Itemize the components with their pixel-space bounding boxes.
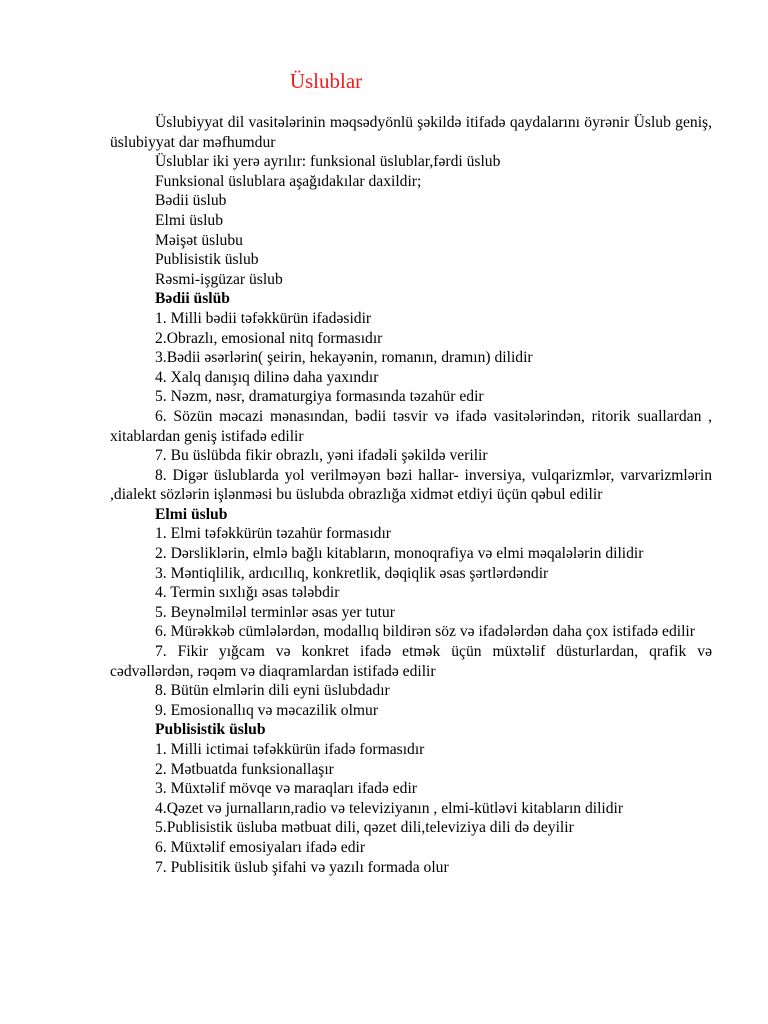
section-heading-badii: Bədii üslüb <box>155 290 230 308</box>
intro-paragraph-3: Funksional üslublara aşağıdakılar daxildir; <box>155 172 422 190</box>
section-item: 5. Nəzm, nəsr, dramaturgiya formasında təzahür edir <box>155 388 484 406</box>
section-item: 7. Bu üslübda fikir obrazlı, yəni ifadəli şəkildə verilir <box>155 447 488 465</box>
style-list-item-3: Məişət üslubu <box>155 231 243 249</box>
style-list-item-4: Publisistik üslub <box>155 251 259 269</box>
section-item: 7. Publisitik üslub şifahi və yazılı formada olur <box>155 858 449 876</box>
section-item: 1. Milli bədii təfəkkürün ifadəsidir <box>155 309 372 327</box>
section-item: 3. Məntiqlilik, ardıcıllıq, konkretlik, dəqiqlik əsas şərtlərdəndir <box>155 564 549 582</box>
style-list-item-5: Rəsmi-işgüzar üslub <box>155 270 283 288</box>
section-item: 1. Elmi təfəkkürün təzahür formasıdır <box>155 525 391 543</box>
section-heading-elmi: Elmi üslub <box>155 505 228 523</box>
section-item: 5.Publisistik üsluba mətbuat dili, qəzet dili,televiziya dili də deyilir <box>155 819 574 837</box>
style-list-item-1: Bədii üslub <box>155 192 227 210</box>
section-item: 8. Bütün elmlərin dili eyni üslubdadır <box>155 682 390 700</box>
section-item: 5. Beynəlmiləl terminlər əsas yer tutur <box>155 603 395 621</box>
section-item: 1. Milli ictimai təfəkkürün ifadə formasıdır <box>155 741 425 758</box>
section-item: 8. Digər üslublarda yol verilməyən bəzi hallar- inversiya, vulqarizmlər, varvarizmlərin ,dialekt sözlərin işlənməsi bu üslubda obrazlığa xidmət etdiyi üçün qəbul edilir <box>110 466 712 504</box>
section-item: 3. Müxtəlif mövqe və maraqları ifadə edir <box>155 780 417 798</box>
section-item: 6. Mürəkkəb cümlələrdən, modallıq bildirən söz və ifadələrdən daha çox istifadə edilir <box>155 623 695 641</box>
section-item: 2. Mətbuatda funksionallaşır <box>155 760 334 778</box>
section-item: 4. Xalq danışıq dilinə daha yaxındır <box>155 368 379 386</box>
document-body <box>110 113 712 877</box>
intro-paragraph-1: Üslubiyyat dil vasitələrinin məqsədyönlü şəkildə itifadə qaydalarını öyrənir Üslub geniş, üslubiyyat dar məfhumdur <box>110 114 712 151</box>
section-item: 4. Termin sıxlığı əsas tələbdir <box>155 584 340 602</box>
section-item: 3.Bədii əsərlərin( şeirin, hekayənin, romanın, dramın) dilidir <box>155 349 533 367</box>
section-item: 2. Dərsliklərin, elmlə bağlı kitabların, monoqrafiya və elmi məqalələrin dilidir <box>155 545 644 563</box>
section-item: 9. Emosionallıq və məcazilik olmur <box>155 701 379 719</box>
style-list-item-2: Elmi üslub <box>155 211 224 229</box>
section-item: 6. Sözün məcazi mənasından, bədii təsvir və ifadə vasitələrindən, ritorik suallardan , xitablardan geniş istifadə edilir <box>110 407 712 445</box>
page-title: Üslublar <box>289 69 363 93</box>
section-item: 6. Müxtəlif emosiyaları ifadə edir <box>155 838 366 856</box>
intro-paragraph-2: Üslublar iki yerə ayrılır: funksional üslublar,fərdi üslub <box>155 153 501 171</box>
section-item: 7. Fikir yığcam və konkret ifadə etmək üçün müxtəlif düsturlardan, qrafik və cədvəllərdən, rəqəm və diaqramlardan istifadə edilir <box>110 643 712 680</box>
section-heading-publisistik: Publisistik üslub <box>155 721 266 739</box>
section-item: 2.Obrazlı, emosional nitq formasıdır <box>155 329 383 347</box>
section-item: 4.Qəzet və jurnalların,radio və televiziyanın , elmi-kütləvi kitabların dilidir <box>155 799 624 817</box>
